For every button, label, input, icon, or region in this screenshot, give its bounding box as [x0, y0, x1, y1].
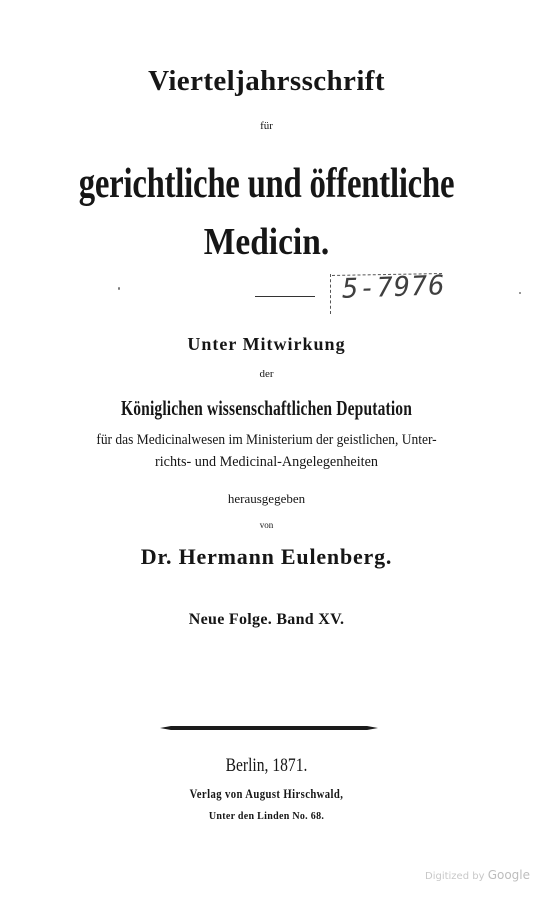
journal-title: Vierteljahrsschrift	[148, 65, 385, 97]
department-line-2: richts- und Medicinal-Angelegenheiten	[155, 454, 378, 470]
paper-speck	[519, 292, 521, 294]
call-number-line-left	[330, 274, 331, 314]
von-word: von	[259, 520, 274, 530]
short-rule	[255, 296, 315, 297]
series-volume: Neue Folge. Band XV.	[188, 611, 345, 628]
call-number: 5-7976	[341, 270, 447, 305]
collaboration-line: Unter Mitwirkung	[187, 334, 346, 354]
watermark-brand: Google	[487, 868, 531, 882]
edited-by: herausgegeben	[227, 491, 306, 506]
main-title-2: Medicin.	[203, 221, 330, 263]
long-rule	[160, 726, 378, 730]
der-word: der	[259, 368, 274, 380]
place-year: Berlin, 1871.	[225, 755, 308, 776]
paper-speck	[118, 287, 120, 290]
editor-name: Dr. Hermann Eulenberg.	[140, 544, 393, 569]
watermark-prefix: Digitized by	[425, 871, 485, 882]
main-title: gerichtliche und öffentliche	[78, 161, 455, 207]
digitization-watermark	[425, 868, 530, 882]
publisher: Verlag von August Hirschwald,	[189, 786, 344, 801]
institution-line: Königlichen wissenschaftlichen Deputation	[120, 396, 412, 420]
for-word: für	[260, 120, 273, 132]
call-number-annotation	[330, 268, 450, 322]
department-line-1: für das Medicinalwesen im Ministerium der geistlichen, Unter-	[96, 432, 437, 448]
publisher-address: Unter den Linden No. 68.	[208, 811, 325, 822]
